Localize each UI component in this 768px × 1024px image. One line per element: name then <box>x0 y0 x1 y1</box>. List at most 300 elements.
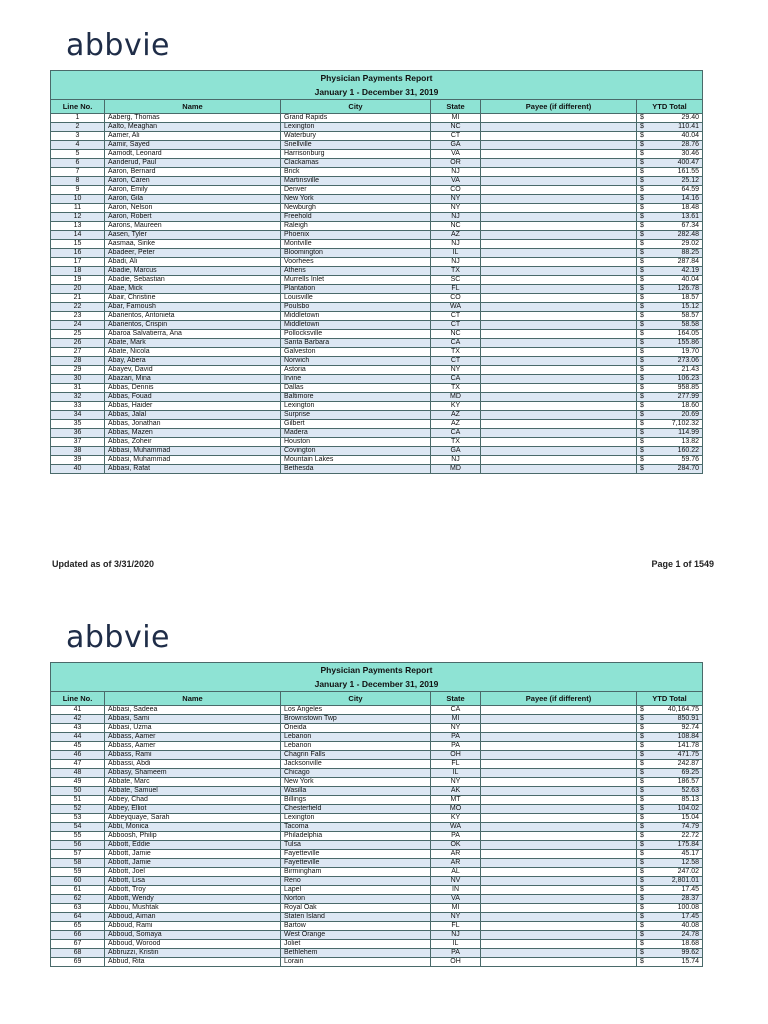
ytd-amount: 15.74 <box>681 958 699 965</box>
currency-symbol: $ <box>640 222 644 229</box>
currency-symbol: $ <box>640 420 644 427</box>
row-line-no: 56 <box>51 841 105 850</box>
table-row <box>51 949 703 958</box>
row-city: Galveston <box>281 348 431 357</box>
currency-symbol: $ <box>640 814 644 821</box>
row-state: VA <box>431 895 481 904</box>
currency-symbol: $ <box>640 832 644 839</box>
currency-symbol: $ <box>640 123 644 130</box>
row-payee <box>481 814 637 823</box>
row-name: Abadeer, Peter <box>105 249 281 258</box>
row-city: Snellville <box>281 141 431 150</box>
row-name: Abbud, Rita <box>105 958 281 967</box>
row-name: Abbott, Jamie <box>105 859 281 868</box>
row-state: PA <box>431 733 481 742</box>
row-city: Chicago <box>281 769 431 778</box>
row-city: Joliet <box>281 940 431 949</box>
row-city: Poulsbo <box>281 303 431 312</box>
row-ytd-total <box>637 706 703 715</box>
row-state: NJ <box>431 931 481 940</box>
row-payee <box>481 922 637 931</box>
currency-symbol: $ <box>640 393 644 400</box>
row-name: Abbas, Mazen <box>105 429 281 438</box>
row-line-no: 43 <box>51 724 105 733</box>
row-city: Montville <box>281 240 431 249</box>
row-line-no: 17 <box>51 258 105 267</box>
currency-symbol: $ <box>640 796 644 803</box>
currency-symbol: $ <box>640 204 644 211</box>
ytd-amount: 7,102.32 <box>671 420 699 427</box>
row-name: Abbas, Zoheir <box>105 438 281 447</box>
ytd-amount: 126.78 <box>677 285 699 292</box>
row-payee <box>481 949 637 958</box>
row-payee <box>481 886 637 895</box>
table-row <box>51 868 703 877</box>
ytd-amount: 110.41 <box>678 123 699 130</box>
row-ytd-total <box>637 805 703 814</box>
row-ytd-total <box>637 895 703 904</box>
row-state: KY <box>431 814 481 823</box>
row-state: CO <box>431 186 481 195</box>
ytd-amount: 85.13 <box>681 796 699 803</box>
row-name: Abboosh, Philip <box>105 832 281 841</box>
row-state: NC <box>431 330 481 339</box>
ytd-amount: 24.78 <box>681 931 699 938</box>
row-payee <box>481 715 637 724</box>
row-city: Grand Rapids <box>281 114 431 123</box>
ytd-amount: 106.23 <box>677 375 699 382</box>
row-ytd-total <box>637 886 703 895</box>
ytd-amount: 13.61 <box>681 213 699 220</box>
col-header-ytd: YTD Total <box>637 692 703 706</box>
row-state: AZ <box>431 420 481 429</box>
row-state: WA <box>431 303 481 312</box>
row-payee <box>481 931 637 940</box>
ytd-amount: 161.55 <box>677 168 699 175</box>
currency-symbol: $ <box>640 949 644 956</box>
currency-symbol: $ <box>640 904 644 911</box>
row-state: OH <box>431 958 481 967</box>
ytd-amount: 45.17 <box>681 850 699 857</box>
ytd-amount: 29.40 <box>681 114 699 121</box>
table-row <box>51 760 703 769</box>
row-name: Abbas, Fouad <box>105 393 281 402</box>
row-name: Abboud, Worood <box>105 940 281 949</box>
row-line-no: 68 <box>51 949 105 958</box>
currency-symbol: $ <box>640 724 644 731</box>
row-name: Abbate, Marc <box>105 778 281 787</box>
row-line-no: 58 <box>51 859 105 868</box>
row-city: Tacoma <box>281 823 431 832</box>
row-line-no: 23 <box>51 312 105 321</box>
row-city: Madera <box>281 429 431 438</box>
currency-symbol: $ <box>640 913 644 920</box>
row-name: Aaron, Nelson <box>105 204 281 213</box>
currency-symbol: $ <box>640 877 644 884</box>
currency-symbol: $ <box>640 456 644 463</box>
row-state: IL <box>431 249 481 258</box>
row-line-no: 31 <box>51 384 105 393</box>
row-state: CA <box>431 706 481 715</box>
currency-symbol: $ <box>640 751 644 758</box>
currency-symbol: $ <box>640 348 644 355</box>
table-row <box>51 805 703 814</box>
row-payee <box>481 706 637 715</box>
ytd-amount: 40.04 <box>681 132 699 139</box>
row-state: IL <box>431 940 481 949</box>
row-ytd-total <box>637 733 703 742</box>
row-line-no: 13 <box>51 222 105 231</box>
table-row <box>51 733 703 742</box>
column-header-row <box>51 692 703 706</box>
ytd-amount: 92.74 <box>681 724 699 731</box>
row-city: Freehold <box>281 213 431 222</box>
row-name: Abbass, Aamer <box>105 742 281 751</box>
ytd-amount: 99.62 <box>681 949 699 956</box>
row-line-no: 22 <box>51 303 105 312</box>
table-row <box>51 841 703 850</box>
row-city: Irvine <box>281 375 431 384</box>
ytd-amount: 74.79 <box>681 823 699 830</box>
row-state: TX <box>431 438 481 447</box>
currency-symbol: $ <box>640 285 644 292</box>
row-city: Lapel <box>281 886 431 895</box>
row-city: Lexington <box>281 402 431 411</box>
currency-symbol: $ <box>640 357 644 364</box>
row-name: Abarientos, Antonieta <box>105 312 281 321</box>
row-payee <box>481 841 637 850</box>
ytd-amount: 29.02 <box>681 240 699 247</box>
ytd-amount: 141.78 <box>677 742 699 749</box>
row-city: Clackamas <box>281 159 431 168</box>
row-name: Abboud, Aiman <box>105 913 281 922</box>
row-city: Fayetteville <box>281 859 431 868</box>
row-ytd-total <box>637 958 703 967</box>
row-line-no: 6 <box>51 159 105 168</box>
ytd-amount: 40,164.75 <box>667 706 699 713</box>
currency-symbol: $ <box>640 859 644 866</box>
row-name: Abbass, Rami <box>105 751 281 760</box>
row-ytd-total <box>637 742 703 751</box>
row-city: Phoenix <box>281 231 431 240</box>
row-line-no: 30 <box>51 375 105 384</box>
currency-symbol: $ <box>640 240 644 247</box>
row-city: Brownstown Twp <box>281 715 431 724</box>
row-name: Aasen, Tyler <box>105 231 281 240</box>
row-name: Abate, Nicola <box>105 348 281 357</box>
currency-symbol: $ <box>640 447 644 454</box>
row-line-no: 2 <box>51 123 105 132</box>
row-state: OH <box>431 751 481 760</box>
col-header-state: State <box>431 100 481 114</box>
row-state: CA <box>431 339 481 348</box>
row-name: Abadie, Sebastian <box>105 276 281 285</box>
ytd-amount: 52.63 <box>681 787 699 794</box>
row-line-no: 34 <box>51 411 105 420</box>
row-payee <box>481 742 637 751</box>
row-city: Royal Oak <box>281 904 431 913</box>
report-date-range: January 1 - December 31, 2019 <box>51 85 703 100</box>
table-row <box>51 832 703 841</box>
row-city: Denver <box>281 186 431 195</box>
ytd-amount: 15.12 <box>681 303 699 310</box>
row-city: Covington <box>281 447 431 456</box>
row-name: Abair, Christine <box>105 294 281 303</box>
currency-symbol: $ <box>640 715 644 722</box>
row-city: Jacksonville <box>281 760 431 769</box>
currency-symbol: $ <box>640 787 644 794</box>
currency-symbol: $ <box>640 159 644 166</box>
row-name: Abarientos, Crispin <box>105 321 281 330</box>
row-name: Aaron, Caren <box>105 177 281 186</box>
row-line-no: 63 <box>51 904 105 913</box>
table-body <box>51 706 703 967</box>
row-line-no: 52 <box>51 805 105 814</box>
currency-symbol: $ <box>640 186 644 193</box>
ytd-amount: 471.75 <box>677 751 699 758</box>
row-state: MI <box>431 715 481 724</box>
row-name: Abboud, Rami <box>105 922 281 931</box>
row-line-no: 27 <box>51 348 105 357</box>
row-line-no: 39 <box>51 456 105 465</box>
ytd-amount: 273.06 <box>677 357 699 364</box>
row-ytd-total <box>637 769 703 778</box>
currency-symbol: $ <box>640 805 644 812</box>
row-line-no: 32 <box>51 393 105 402</box>
row-city: Tulsa <box>281 841 431 850</box>
row-state: NJ <box>431 456 481 465</box>
row-name: Abbey, Elliot <box>105 805 281 814</box>
row-ytd-total <box>637 913 703 922</box>
currency-symbol: $ <box>640 141 644 148</box>
row-name: Abbasi, Muhammad <box>105 447 281 456</box>
row-state: AR <box>431 859 481 868</box>
row-state: PA <box>431 742 481 751</box>
row-line-no: 69 <box>51 958 105 967</box>
row-payee <box>481 751 637 760</box>
row-city: Norton <box>281 895 431 904</box>
row-name: Abbott, Lisa <box>105 877 281 886</box>
ytd-amount: 22.72 <box>681 832 699 839</box>
row-city: Philadelphia <box>281 832 431 841</box>
ytd-amount: 59.76 <box>681 456 699 463</box>
row-payee <box>481 823 637 832</box>
row-state: NJ <box>431 240 481 249</box>
row-line-no: 11 <box>51 204 105 213</box>
row-city: Harrisonburg <box>281 150 431 159</box>
row-state: FL <box>431 285 481 294</box>
ytd-amount: 108.84 <box>677 733 699 740</box>
ytd-amount: 18.57 <box>681 294 699 301</box>
row-state: NY <box>431 195 481 204</box>
ytd-amount: 18.68 <box>681 940 699 947</box>
row-name: Abbott, Eddie <box>105 841 281 850</box>
row-state: MI <box>431 904 481 913</box>
row-state: NJ <box>431 258 481 267</box>
row-payee <box>481 904 637 913</box>
row-state: VA <box>431 150 481 159</box>
row-ytd-total <box>637 715 703 724</box>
currency-symbol: $ <box>640 339 644 346</box>
col-header-payee: Payee (if different) <box>481 692 637 706</box>
row-city: Lebanon <box>281 742 431 751</box>
row-name: Aaron, Robert <box>105 213 281 222</box>
row-city: Wasilla <box>281 787 431 796</box>
row-city: New York <box>281 778 431 787</box>
row-payee <box>481 769 637 778</box>
row-state: AL <box>431 868 481 877</box>
currency-symbol: $ <box>640 438 644 445</box>
col-header-city: City <box>281 100 431 114</box>
currency-symbol: $ <box>640 411 644 418</box>
row-name: Aaron, Emily <box>105 186 281 195</box>
row-ytd-total <box>637 751 703 760</box>
currency-symbol: $ <box>640 258 644 265</box>
row-ytd-total <box>637 922 703 931</box>
ytd-amount: 69.25 <box>681 769 699 776</box>
row-city: Mountain Lakes <box>281 456 431 465</box>
currency-symbol: $ <box>640 132 644 139</box>
row-state: CA <box>431 375 481 384</box>
row-city: Houston <box>281 438 431 447</box>
col-header-name: Name <box>105 100 281 114</box>
row-name: Abay, Abera <box>105 357 281 366</box>
ytd-amount: 30.46 <box>681 150 699 157</box>
row-line-no: 67 <box>51 940 105 949</box>
row-state: NC <box>431 222 481 231</box>
row-payee <box>481 724 637 733</box>
col-header-ytd: YTD Total <box>637 100 703 114</box>
row-line-no: 19 <box>51 276 105 285</box>
row-state: MD <box>431 465 481 474</box>
row-city: Gilbert <box>281 420 431 429</box>
row-state: NY <box>431 778 481 787</box>
row-name: Abbate, Samuel <box>105 787 281 796</box>
row-line-no: 7 <box>51 168 105 177</box>
ytd-amount: 19.70 <box>681 348 699 355</box>
row-ytd-total <box>637 850 703 859</box>
row-ytd-total <box>637 796 703 805</box>
ytd-amount: 67.34 <box>681 222 699 229</box>
row-name: Abbasi, Uzma <box>105 724 281 733</box>
currency-symbol: $ <box>640 177 644 184</box>
table-subtitle-row <box>51 677 703 692</box>
page-number: Page 1 of 1549 <box>651 559 714 569</box>
row-line-no: 47 <box>51 760 105 769</box>
row-line-no: 15 <box>51 240 105 249</box>
row-ytd-total <box>637 904 703 913</box>
row-line-no: 45 <box>51 742 105 751</box>
currency-symbol: $ <box>640 823 644 830</box>
row-city: Reno <box>281 877 431 886</box>
row-city: Louisville <box>281 294 431 303</box>
abbvie-logo: abbvie <box>66 620 171 655</box>
table-row <box>51 904 703 913</box>
row-payee <box>481 787 637 796</box>
row-state: IL <box>431 769 481 778</box>
row-name: Aaron, Bernard <box>105 168 281 177</box>
ytd-amount: 400.47 <box>677 159 699 166</box>
table-row <box>51 823 703 832</box>
row-name: Abbas, Dennis <box>105 384 281 393</box>
row-line-no: 20 <box>51 285 105 294</box>
currency-symbol: $ <box>640 384 644 391</box>
ytd-amount: 287.84 <box>677 258 699 265</box>
row-state: AR <box>431 850 481 859</box>
row-line-no: 46 <box>51 751 105 760</box>
row-ytd-total <box>637 724 703 733</box>
report-title: Physician Payments Report <box>51 663 703 678</box>
row-city: Athens <box>281 267 431 276</box>
row-name: Abbott, Troy <box>105 886 281 895</box>
currency-symbol: $ <box>640 231 644 238</box>
row-city: Lexington <box>281 123 431 132</box>
row-line-no: 37 <box>51 438 105 447</box>
row-name: Abbas, Jalal <box>105 411 281 420</box>
row-state: MT <box>431 796 481 805</box>
row-name: Abaroa Salvatierra, Ana <box>105 330 281 339</box>
ytd-amount: 28.37 <box>681 895 699 902</box>
row-line-no: 5 <box>51 150 105 159</box>
ytd-amount: 277.99 <box>677 393 699 400</box>
row-state: GA <box>431 141 481 150</box>
updated-date: Updated as of 3/31/2020 <box>52 559 155 569</box>
col-header-line: Line No. <box>51 692 105 706</box>
currency-symbol: $ <box>640 168 644 175</box>
row-name: Abbeyquaye, Sarah <box>105 814 281 823</box>
ytd-amount: 25.12 <box>681 177 699 184</box>
row-state: NJ <box>431 168 481 177</box>
row-payee <box>481 940 637 949</box>
row-state: CT <box>431 132 481 141</box>
row-ytd-total <box>637 832 703 841</box>
row-line-no: 24 <box>51 321 105 330</box>
row-name: Abbasi, Rafat <box>105 465 281 474</box>
row-name: Abadi, Ali <box>105 258 281 267</box>
row-line-no: 21 <box>51 294 105 303</box>
ytd-amount: 284.70 <box>677 465 699 472</box>
row-ytd-total <box>637 949 703 958</box>
row-name: Aamer, Ali <box>105 132 281 141</box>
row-line-no: 4 <box>51 141 105 150</box>
row-state: NY <box>431 204 481 213</box>
row-state: GA <box>431 447 481 456</box>
row-city: Raleigh <box>281 222 431 231</box>
row-line-no: 25 <box>51 330 105 339</box>
row-name: Aaron, Gila <box>105 195 281 204</box>
row-line-no: 62 <box>51 895 105 904</box>
row-state: NY <box>431 913 481 922</box>
row-state: MI <box>431 114 481 123</box>
row-city: Plantation <box>281 285 431 294</box>
row-ytd-total <box>637 814 703 823</box>
row-city: Bloomington <box>281 249 431 258</box>
ytd-amount: 64.59 <box>681 186 699 193</box>
row-ytd-total <box>637 841 703 850</box>
currency-symbol: $ <box>640 402 644 409</box>
row-city: Bethesda <box>281 465 431 474</box>
row-state: IN <box>431 886 481 895</box>
row-line-no: 16 <box>51 249 105 258</box>
row-city: Dallas <box>281 384 431 393</box>
ytd-amount: 104.02 <box>677 805 699 812</box>
row-line-no: 29 <box>51 366 105 375</box>
row-payee <box>481 778 637 787</box>
row-ytd-total <box>637 931 703 940</box>
payments-table <box>50 662 703 967</box>
row-city: Voorhees <box>281 258 431 267</box>
row-state: VA <box>431 177 481 186</box>
